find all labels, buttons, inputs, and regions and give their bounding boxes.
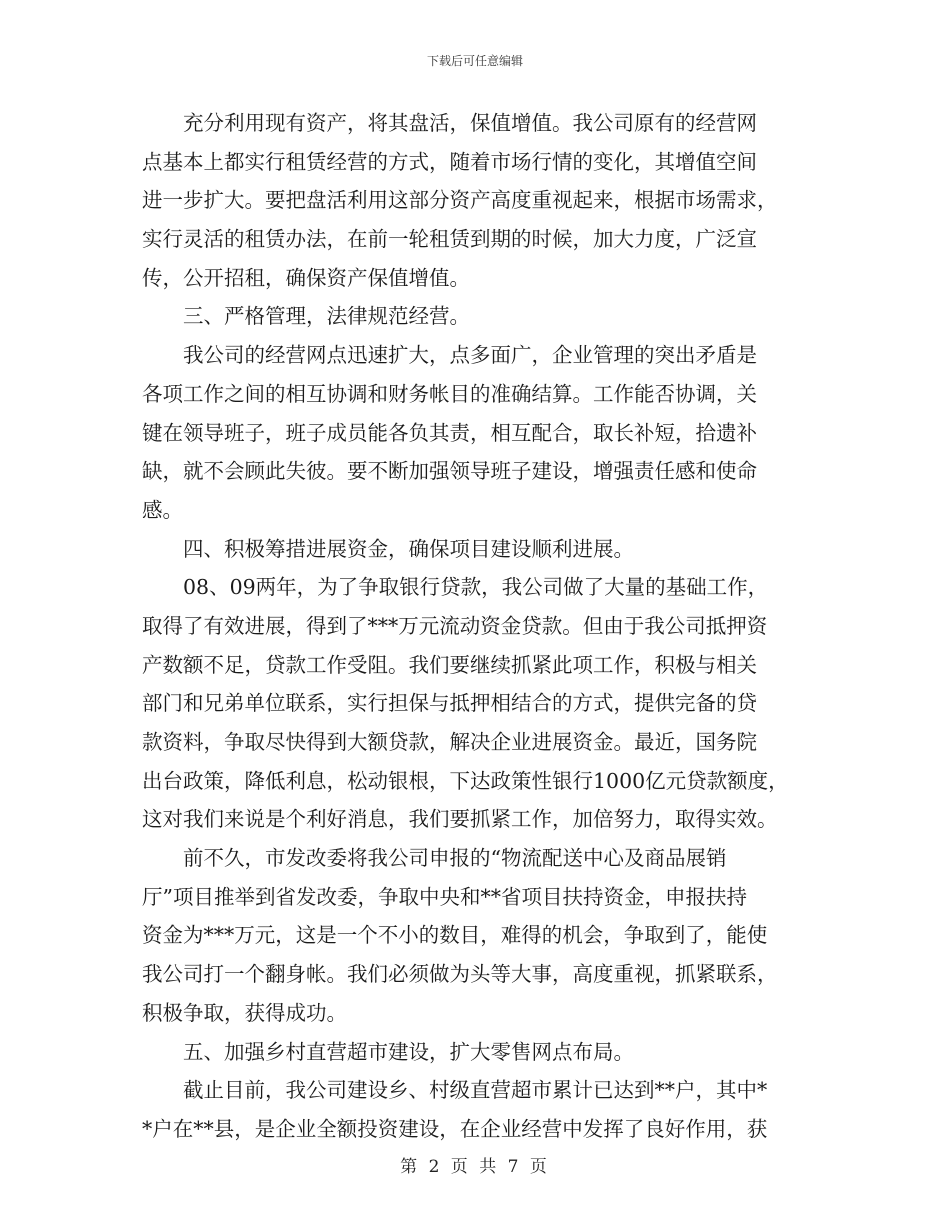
text-line: 我公司打一个翻身帐。我们必须做为头等大事，高度重视，抓紧联系， xyxy=(142,962,778,987)
text-line: 实行灵活的租赁办法，在前一轮租赁到期的时候，加大力度，广泛宣 xyxy=(142,227,757,252)
text-line: 截止目前，我公司建设乡、村级直营超市累计已达到**户，其中* xyxy=(142,1078,768,1103)
text-line: 资金为***万元，这是一个不小的数目，难得的机会，争取到了，能使 xyxy=(142,923,768,948)
text-line: *户在**县，是企业全额投资建设，在企业经营中发挥了良好作用，获 xyxy=(142,1116,768,1141)
text-line: 各项工作之间的相互协调和财务帐目的准确结算。工作能否协调，关 xyxy=(142,381,757,406)
text-line: 产数额不足，贷款工作受阻。我们要继续抓紧此项工作，积极与相关 xyxy=(142,652,757,677)
text-line: 前不久，市发改委将我公司申报的“物流配送中心及商品展销 xyxy=(142,846,727,871)
text-line: 我公司的经营网点迅速扩大，点多面广，企业管理的突出矛盾是 xyxy=(142,343,757,368)
text-line: 积极争取，获得成功。 xyxy=(142,1000,347,1025)
document-body xyxy=(142,104,814,1149)
text-line: 缺，就不会顾此失彼。要不断加强领导班子建设，增强责任感和使命 xyxy=(142,459,757,484)
text-line: 厅”项目推举到省发改委，争取中央和**省项目扶持资金，申报扶持 xyxy=(142,884,747,909)
text-line: 部门和兄弟单位联系，实行担保与抵押相结合的方式，提供完备的贷 xyxy=(142,691,757,716)
text-line: 五、加强乡村直营超市建设，扩大零售网点布局。 xyxy=(142,1039,634,1064)
page-header-note: 下载后可任意编辑 xyxy=(426,54,523,68)
text-line: 键在领导班子，班子成员能各负其责，相互配合，取长补短，拾遗补 xyxy=(142,420,757,445)
text-line: 点基本上都实行租赁经营的方式，随着市场行情的变化，其增值空间 xyxy=(142,149,757,174)
text-line: 进一步扩大。要把盘活利用这部分资产高度重视起来，根据市场需求， xyxy=(142,188,778,213)
text-line: 感。 xyxy=(142,497,183,522)
text-line: 取得了有效进展，得到了***万元流动资金贷款。但由于我公司抵押资 xyxy=(142,613,768,638)
text-line: 08、09两年，为了争取银行贷款，我公司做了大量的基础工作， xyxy=(142,575,769,600)
page-footer: 第 2 页 共 7 页 xyxy=(400,1157,550,1177)
text-line: 充分利用现有资产，将其盘活，保值增值。我公司原有的经营网 xyxy=(142,111,757,135)
text-line: 这对我们来说是个利好消息，我们要抓紧工作，加倍努力，取得实效。 xyxy=(142,807,778,832)
text-line: 四、积极筹措进展资金，确保项目建设顺利进展。 xyxy=(142,536,634,561)
text-line: 出台政策，降低利息，松动银根，下达政策性银行1000亿元贷款额度， xyxy=(142,768,789,793)
text-line: 三、严格管理，法律规范经营。 xyxy=(142,304,470,329)
text-line: 传，公开招租，确保资产保值增值。 xyxy=(142,265,470,290)
text-line: 款资料，争取尽快得到大额贷款，解决企业进展资金。最近，国务院 xyxy=(142,730,757,754)
